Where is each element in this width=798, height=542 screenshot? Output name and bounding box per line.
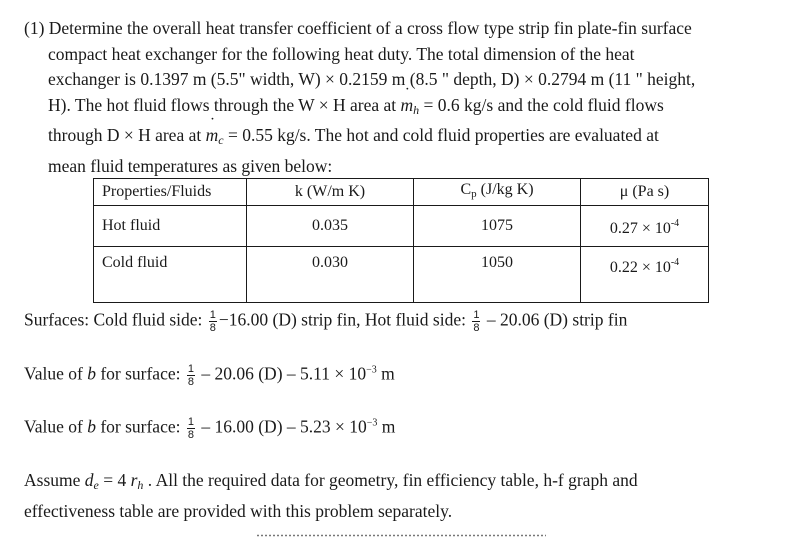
- table-row: [94, 206, 709, 247]
- mass-flow-hot-symbol: ˙ m: [401, 93, 414, 119]
- mass-flow-hot-subscript: h: [413, 102, 420, 117]
- b-symbol: b: [87, 363, 96, 384]
- fraction-one-eighth: [472, 309, 480, 334]
- surfaces-tail: – 20.06 (D) strip fin: [482, 309, 628, 330]
- text-5a: through D × H area at: [48, 125, 206, 145]
- hot-mu-exp: -4: [670, 217, 680, 229]
- hot-mu-base: 0.27 × 10: [609, 219, 671, 237]
- b-unit: m: [377, 416, 396, 437]
- cold-cp-value: 1050: [414, 247, 581, 303]
- fraction-numerator: 1: [473, 309, 480, 321]
- header-k: k (W/m K): [247, 179, 414, 206]
- b-exponent: −3: [366, 364, 377, 376]
- hot-mu-value: [581, 206, 709, 247]
- text-4a: H). The hot fluid flows through the W × H area at: [48, 94, 401, 115]
- problem-line-3: exchanger is 0.1397 m (5.5" width, W) × 0.2159 m (8.5 " depth, D) × 0.2794 m (11 " height,: [48, 69, 696, 89]
- surfaces-prefix: Surfaces: Cold fluid side:: [24, 309, 207, 330]
- hot-k-value: 0.035: [247, 206, 414, 247]
- rh-symbol: r: [130, 470, 138, 490]
- problem-line-6: mean fluid temperatures as given below:: [48, 155, 333, 176]
- properties-table: [93, 178, 709, 303]
- fraction-denominator: 8: [209, 322, 216, 334]
- closing-assume: Assume: [24, 470, 85, 490]
- closing-line-2: effectiveness table are provided with this problem separately.: [24, 500, 453, 521]
- cp-unit: (J/kg K): [476, 181, 534, 198]
- header-cp: [414, 179, 581, 206]
- cold-mu-exp: -4: [670, 257, 680, 268]
- closing-line-1-rest: . All the required data for geometry, fin efficiency table, h-f graph and: [143, 470, 638, 490]
- closing-eq: = 4: [98, 470, 131, 490]
- cold-fluid-label: Cold fluid: [94, 247, 247, 303]
- de-subscript: e: [93, 478, 99, 492]
- fraction-one-eighth: [187, 363, 195, 388]
- fraction-denominator: 8: [473, 322, 480, 334]
- header-mu: μ (Pa s): [581, 179, 709, 206]
- table-header-row: [94, 179, 709, 206]
- table-row: [94, 247, 709, 303]
- cp-subscript: p: [471, 188, 477, 200]
- fraction-denominator: 8: [187, 376, 194, 388]
- b-exponent: −3: [366, 417, 378, 429]
- text-5b: = 0.55 kg/s. The hot and cold fluid properties are evaluated at: [223, 125, 659, 145]
- fraction-numerator: 1: [187, 416, 194, 428]
- problem-number: (1): [24, 18, 45, 38]
- problem-line-5: [24, 123, 776, 154]
- cold-mu-value: [581, 247, 709, 303]
- fraction-denominator: 8: [187, 429, 194, 441]
- b-value-line-1: [24, 363, 395, 388]
- b-rest: – 20.06 (D) – 5.11 × 10: [196, 363, 367, 384]
- problem-line-2: compact heat exchanger for the following heat duty. The total dimension of the heat: [48, 43, 635, 64]
- problem-text-1: Determine the overall heat transfer coefficient of a cross flow type strip fin plate-fin surface: [48, 18, 692, 38]
- b-value-line-2: [24, 416, 395, 441]
- b-mid: for surface:: [95, 416, 185, 437]
- problem-line-4: [24, 93, 776, 124]
- cp-symbol: C: [460, 181, 472, 198]
- b-prefix: Value of: [24, 416, 88, 437]
- fraction-one-eighth: [209, 309, 217, 334]
- dotted-separator: [256, 534, 546, 537]
- hot-fluid-label: Hot fluid: [94, 206, 247, 247]
- rh-subscript: h: [137, 478, 144, 492]
- b-rest: – 16.00 (D) – 5.23 × 10: [196, 416, 367, 437]
- fraction-numerator: 1: [187, 363, 194, 375]
- problem-line-1: [24, 16, 776, 42]
- header-properties: Properties/Fluids: [94, 179, 247, 206]
- mass-flow-cold-symbol: ˙ m: [206, 123, 219, 149]
- text-4b: = 0.6 kg/s and the cold fluid flows: [419, 94, 664, 115]
- fraction-one-eighth: [187, 416, 195, 441]
- b-mid: for surface:: [95, 363, 185, 384]
- hot-cp-value: 1075: [414, 206, 581, 247]
- problem-statement: [24, 16, 776, 179]
- cold-k-value: 0.030: [247, 247, 414, 303]
- cold-mu-base: 0.22 × 10: [609, 259, 671, 276]
- fraction-numerator: 1: [209, 309, 216, 321]
- de-symbol: d: [84, 470, 94, 490]
- b-unit: m: [376, 363, 395, 384]
- b-prefix: Value of: [24, 363, 88, 384]
- mass-flow-cold-subscript: c: [218, 133, 224, 147]
- closing-paragraph: [24, 468, 776, 524]
- surfaces-middle: −16.00 (D) strip fin, Hot fluid side:: [218, 309, 471, 330]
- surfaces-line: [24, 309, 627, 334]
- b-symbol: b: [87, 416, 96, 437]
